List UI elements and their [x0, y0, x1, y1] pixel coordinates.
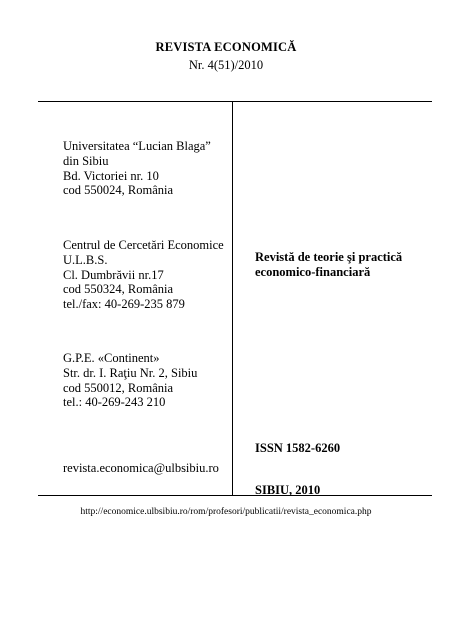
- subtitle-line: Revistă de teorie şi practică: [255, 250, 403, 264]
- bottom-divider: [38, 495, 432, 496]
- university-address: [63, 139, 211, 198]
- address-line: Cl. Dumbrăvii nr.17: [63, 267, 164, 282]
- research-centre-address: [63, 238, 224, 312]
- column-divider: [232, 101, 233, 496]
- journal-title: REVISTA ECONOMICĂ: [155, 40, 297, 54]
- contact-email: revista.economica@ulbsibiu.ro: [63, 461, 219, 475]
- address-line: cod 550012, România: [63, 380, 174, 395]
- issue-number: Nr. 4(51)/2010: [188, 58, 264, 72]
- subtitle-line: economico-financiară: [255, 264, 371, 279]
- address-line: Str. dr. I. Raţiu Nr. 2, Sibiu: [63, 365, 198, 380]
- address-line: cod 550324, România: [63, 282, 174, 297]
- address-line: cod 550024, România: [63, 183, 174, 198]
- journal-subtitle: [255, 250, 402, 280]
- address-line: din Sibiu: [63, 153, 109, 168]
- phone-fax: tel./fax: 40-269-235 879: [63, 297, 185, 312]
- journal-url[interactable]: http://economice.ulbsibiu.ro/rom/profesori/publicatii/revista_economica.php: [80, 507, 372, 517]
- publisher-address: [63, 351, 197, 410]
- top-divider: [38, 101, 432, 102]
- address-line: Universitatea “Lucian Blaga”: [63, 139, 211, 153]
- address-line: G.P.E. «Continent»: [63, 351, 160, 365]
- issn: ISSN 1582-6260: [255, 441, 341, 455]
- phone: tel.: 40-269-243 210: [63, 395, 166, 410]
- city-year: SIBIU, 2010: [255, 483, 321, 497]
- address-line: Bd. Victoriei nr. 10: [63, 168, 159, 183]
- address-line: Centrul de Cercetări Economice: [63, 238, 224, 252]
- address-line: U.L.B.S.: [63, 252, 108, 267]
